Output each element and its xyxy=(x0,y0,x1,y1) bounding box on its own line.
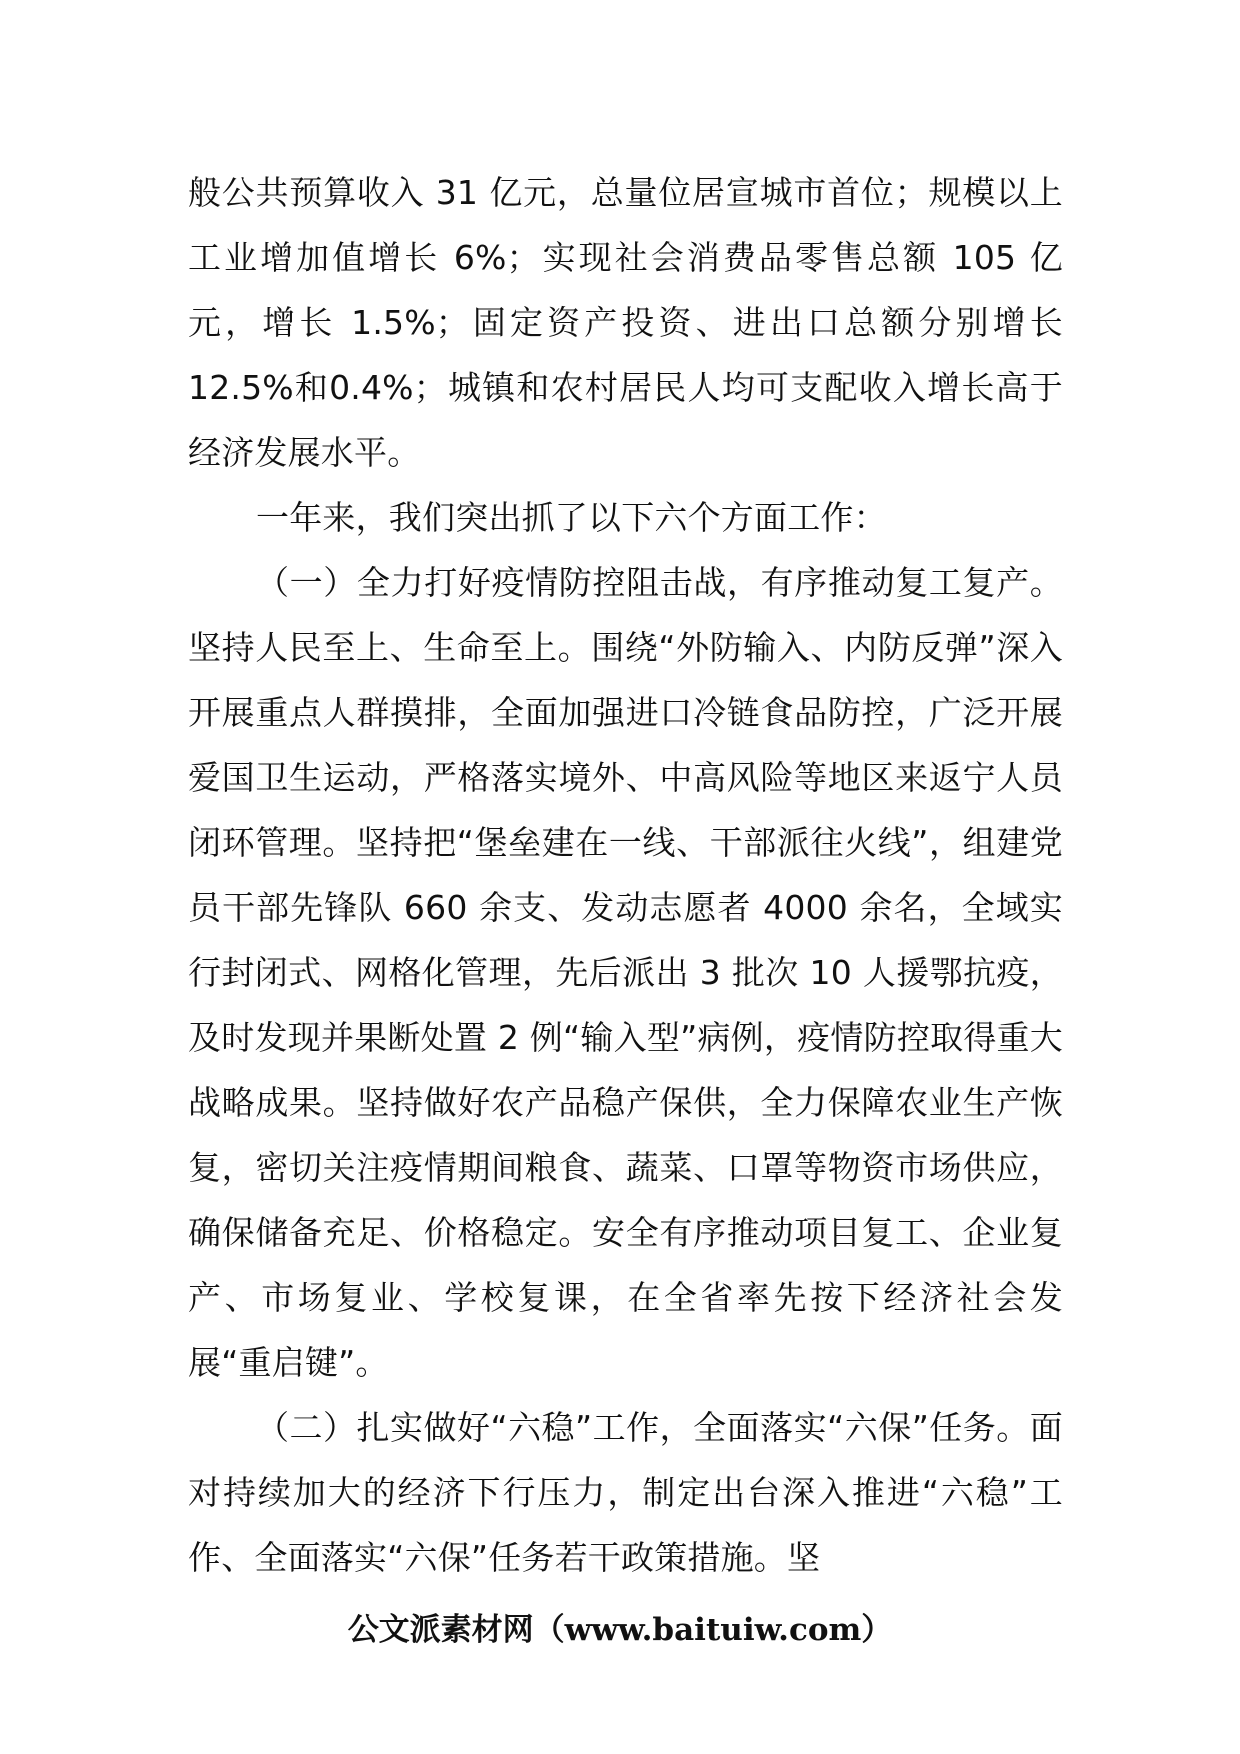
paragraph-continuation: 般公共预算收入 31 亿元，总量位居宣城市首位；规模以上工业增加值增长 6%；实现社会消费品零售总额 105 亿元，增长 1.5%；固定资产投资、进出口总额分别增长 12.5%和0.4%；城镇和农村居民人均可支配收入增长高于经济发展水平。 xyxy=(188,173,1063,472)
paragraph-section-2: （二）扎实做好“六稳”工作，全面落实“六保”任务。面对持续加大的经济下行压力，制定出台深入推进“六稳”工作、全面落实“六保”任务若干政策措施。坚 xyxy=(188,1408,1063,1577)
footer-watermark: 公文派素材网（www.baituiw.com） xyxy=(347,1612,893,1648)
paragraph-section-1: （一）全力打好疫情防控阻击战，有序推动复工复产。坚持人民至上、生命至上。围绕“外防输入、内防反弹”深入开展重点人群摸排，全面加强进口冷链食品防控，广泛开展爱国卫生运动，严格落实境外、中高风险等地区来返宁人员闭环管理。坚持把“堡垒建在一线、干部派往火线”，组建党员干部先锋队 660 余支、发动志愿者 4000 余名，全域实行封闭式、网格化管理，先后派出 3 批次 10 人援鄂抗疫，及时发现并果断处置 2 例“输入型”病例，疫情防控取得重大战略成果。坚持做好农产品稳产保供，全力保障农业生产恢复，密切关注疫情期间粮食、蔬菜、口罩等物资市场供应，确保储备充足、价格稳定。安全有序推动项目复工、企业复产、市场复业、学校复课，在全省率先按下经济社会发展“重启键”。 xyxy=(188,563,1063,1382)
document-body xyxy=(188,160,1063,1590)
paragraph-intro: 一年来，我们突出抓了以下六个方面工作： xyxy=(256,498,887,537)
